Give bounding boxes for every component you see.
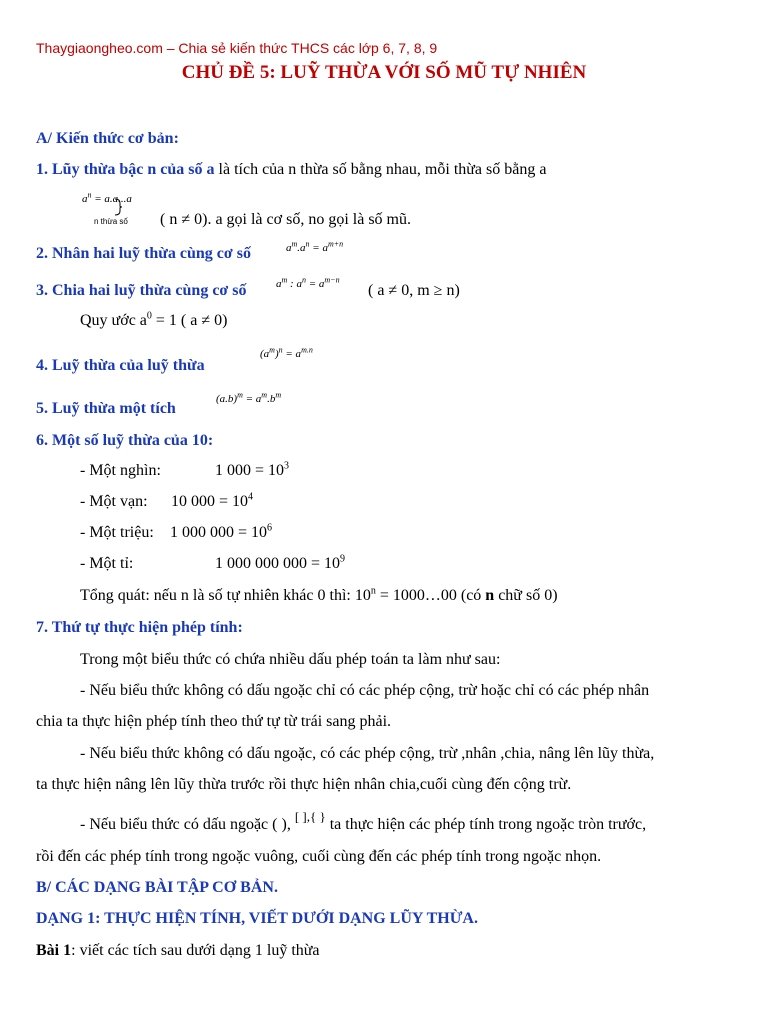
- item2-label: 2. Nhân hai luỹ thừa cùng cơ số: [36, 245, 251, 262]
- item3-condition: ( a ≠ 0, m ≥ n): [368, 282, 460, 299]
- rule1-line2: chia ta thực hiện phép tính theo thứ tự từ trái sang phải.: [36, 713, 392, 730]
- power-row-value: 1 000 000 $000 = 10^9$: [215, 553, 346, 572]
- item1-label: 1. Lũy thừa bậc n của số a: [36, 161, 215, 178]
- rule3-line1: - Nếu biểu thức có dấu ngoặc ( ), [ ],{ } ta thực hiện các phép tính trong ngoặc tròn trước,: [80, 809, 647, 833]
- item2-formula-text: $a^m.a^n = a^{m+n}$: [286, 239, 344, 254]
- rule3-brackets: [ ],{ }: [294, 809, 326, 824]
- power-row-label: - Một triệu:: [80, 524, 154, 541]
- item1-formula: [82, 190, 132, 205]
- item4-label: 4. Luỹ thừa của luỹ thừa: [36, 357, 205, 374]
- convention-suffix: = 1 ( a ≠ 0): [151, 312, 228, 329]
- power-row-value: 1 000 $000 = 10^6$: [170, 522, 273, 541]
- rule1-line1: - Nếu biểu thức không có dấu ngoặc chỉ có các phép cộng, trừ hoặc chỉ có các phép nhân: [80, 682, 650, 699]
- power-row-label: - Một nghìn:: [80, 462, 161, 479]
- power-row-label: - Một tỉ:: [80, 555, 134, 572]
- section-a-heading: A/ Kiến thức cơ bản:: [36, 130, 179, 147]
- item3-formula-text: $a^m$ : $a^n = a^{m-n}$: [276, 275, 340, 290]
- item7-label: 7. Thứ tự thực hiện phép tính:: [36, 619, 243, 636]
- power-row-value: 1 $000 = 10^3$: [215, 460, 290, 479]
- site-header-line: Thaygiaongheo.com – Chia sẻ kiến thức THCS các lớp 6, 7, 8, 9: [36, 40, 438, 56]
- item3-formula: [276, 275, 340, 290]
- rule2-line2: ta thực hiện nâng lên lũy thừa trước rồi thực hiện nhân chia,cuối cùng đến cộng trừ.: [36, 776, 572, 793]
- underbrace-icon: [113, 198, 123, 216]
- item4-formula-text: $(a^m)^n = a^{m.n}$: [260, 345, 313, 360]
- item1-formula-rhs: = a.a...a: [91, 193, 132, 205]
- bai1-line: [36, 943, 320, 959]
- dang1-heading: DẠNG 1: THỰC HIỆN TÍNH, VIẾT DƯỚI DẠNG LŨY THỪA.: [36, 910, 478, 927]
- page-title: CHỦ ĐỀ 5: LUỸ THỪA VỚI SỐ MŨ TỰ NHIÊN: [181, 62, 587, 83]
- item3-label: 3. Chia hai luỹ thừa cùng cơ số: [36, 282, 247, 299]
- item1-text: là tích của n thừa số bằng nhau, mỗi thừa số bằng a: [214, 161, 547, 178]
- item1-formula-lhs: a: [82, 193, 88, 205]
- item6-general: Tổng quát: nếu n là số tự nhiên khác 0 thì: $10^n$ = 1000…00 (có n chữ số 0): [80, 585, 558, 604]
- item1-condition: ( n ≠ 0). a gọi là cơ số, no gọi là số mũ.: [160, 211, 411, 228]
- power-row-label: - Một vạn:: [80, 493, 148, 510]
- item4-formula: [260, 345, 313, 360]
- item1-formula-under: n thừa số: [94, 217, 128, 226]
- item5-formula-text: $(a.b)^m = a^m.b^m$: [216, 390, 282, 405]
- rule2-line1: - Nếu biểu thức không có dấu ngoặc, có các phép cộng, trừ ,nhân ,chia, nâng lên lũy thừa,: [80, 745, 655, 762]
- item5-formula: [216, 390, 282, 405]
- item5-label: 5. Luỹ thừa một tích: [36, 400, 176, 417]
- item2-formula: [286, 239, 344, 254]
- item7-intro: Trong một biểu thức có chứa nhiều dấu phép toán ta làm như sau:: [80, 651, 501, 668]
- rule3-line2: rồi đến các phép tính trong ngoặc vuông, cuối cùng đến các phép tính trong ngoặc nhọn.: [36, 848, 602, 865]
- convention-exp: 0: [146, 310, 152, 322]
- power-row-value: 10 $000 = 10^4$: [171, 491, 254, 510]
- convention-prefix: Quy ước a: [80, 312, 147, 329]
- section-b-heading: B/ CÁC DẠNG BÀI TẬP CƠ BẢN.: [36, 879, 278, 896]
- item6-label: 6. Một số luỹ thừa của 10:: [36, 432, 214, 449]
- item1-line: [36, 162, 546, 178]
- item3-convention: [80, 310, 228, 329]
- bai1-label: Bài 1: [36, 942, 72, 959]
- item1-formula-exp: n: [87, 190, 92, 200]
- bai1-text: : viết các tích sau dưới dạng 1 luỹ thừa: [71, 942, 320, 959]
